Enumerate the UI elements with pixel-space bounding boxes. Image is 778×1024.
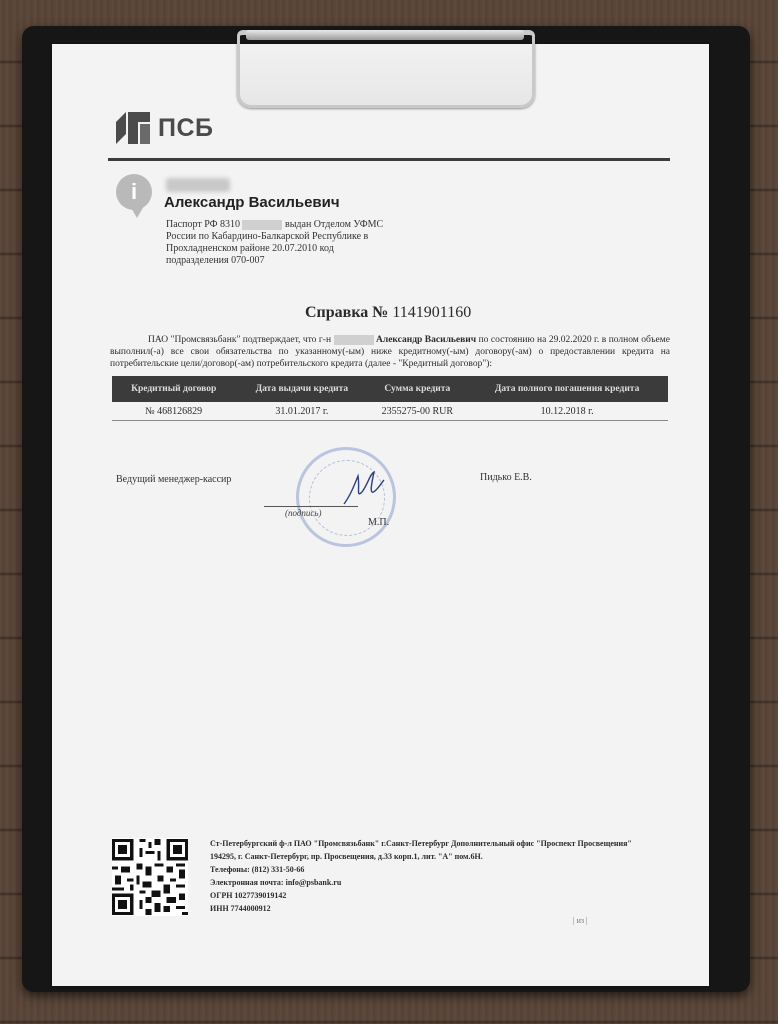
redacted-surname <box>166 178 230 192</box>
para-text: по состоянию на 29.02.2020 г. в полном объеме выполнил(-а) все свои обязательства по указанному(-ым) ниже кредитному(-ым) договору(-ам) о предоставлении кредита на потребительские цели/договор(-ам) потребительского кредита (далее - "Кредитный договор"): <box>110 335 671 369</box>
footer-line: Электронная почта: info@psbank.ru <box>210 878 342 887</box>
bank-footer <box>210 837 660 915</box>
header-rule <box>108 158 670 161</box>
table-header: Дата выдачи кредита <box>235 376 368 402</box>
info-pin <box>130 206 144 218</box>
title-text: Справка № <box>305 304 389 321</box>
passport-text: Паспорт РФ 8310 <box>166 219 240 230</box>
para-text: ПАО "Промсвязьбанк" подтверждает, что г-н <box>148 335 332 345</box>
redacted-surname-inline <box>334 335 374 345</box>
passport-text: подразделения 070-007 <box>166 255 265 266</box>
certificate-title <box>305 304 471 322</box>
footer-line: Телефоны: (812) 331-50-66 <box>210 865 305 874</box>
signature-label: (подпись) <box>285 508 322 518</box>
para-name: Александр Васильевич <box>376 335 477 345</box>
passport-text: Прохладненском районе 20.07.2010 код <box>166 243 334 254</box>
table-header: Дата полного погашения кредита <box>466 376 668 402</box>
signature-line <box>264 506 358 507</box>
seal-label: М.П. <box>368 517 390 528</box>
table-row <box>112 402 668 421</box>
footer-line: ОГРН 1027739019142 <box>210 891 287 900</box>
person-name: Александр Васильевич <box>164 194 340 211</box>
passport-text: России по Кабардино-Балкарской Республике в <box>166 231 369 242</box>
passport-details <box>166 219 396 267</box>
page-indicator: | из | <box>573 916 588 925</box>
credit-table <box>112 376 668 421</box>
bank-logo <box>116 112 214 144</box>
info-icon: i <box>116 174 152 210</box>
psb-logo-icon <box>116 112 150 144</box>
handwritten-signature <box>340 468 386 510</box>
signer-role: Ведущий менеджер-кассир <box>116 474 232 485</box>
table-header: Кредитный договор <box>112 376 235 402</box>
certificate-number: 1141901160 <box>392 304 472 321</box>
table-header-row <box>112 376 668 402</box>
footer-line: Ст-Петербургский ф-л ПАО "Промсвязьбанк" г.Санкт-Петербург Дополнительный офис "Проспект Просвещения" <box>210 839 632 848</box>
table-cell: № 468126829 <box>112 402 235 421</box>
clip-bar <box>246 30 524 40</box>
table-cell: 10.12.2018 г. <box>466 402 668 421</box>
qr-code-icon <box>112 838 188 916</box>
signer-name: Пидько Е.В. <box>480 472 532 483</box>
certificate-paragraph <box>110 334 670 370</box>
redacted-passport-number <box>242 220 282 230</box>
footer-line: 194295, г. Санкт-Петербург, пр. Просвещения, д.33 корп.1, лит. "А" пом.6Н. <box>210 852 483 861</box>
clipboard-clip <box>237 30 535 108</box>
table-cell: 31.01.2017 г. <box>235 402 368 421</box>
logo-text: ПСБ <box>158 113 214 142</box>
table-cell: 2355275-00 RUR <box>368 402 466 421</box>
footer-line: ИНН 7744000912 <box>210 904 271 913</box>
passport-text: выдан Отделом УФМС <box>284 219 384 230</box>
table-header: Сумма кредита <box>368 376 466 402</box>
